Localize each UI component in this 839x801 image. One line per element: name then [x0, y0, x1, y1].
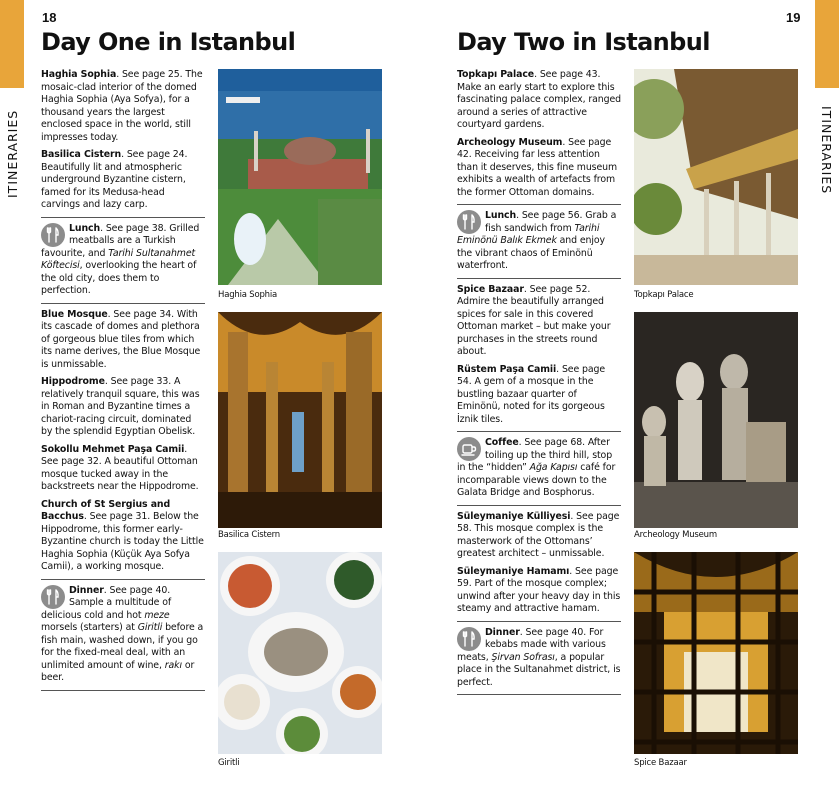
divider	[457, 621, 621, 622]
fork-knife-icon	[457, 210, 481, 234]
entry-coffee: Coffee. See page 68. After toiling up the third hill, stop in the “hidden” Ağa Kapısı café for incomparable views down to the Galata Bridge and Bosphorus.	[457, 437, 616, 498]
divider	[457, 505, 621, 506]
divider	[457, 431, 621, 432]
entry-dinner: Dinner. See page 40. Sample a multitude of delicious cold and hot meze morsels (starters) at Giritli before a fish main, washed down, if you go for the fixed-meal deal, with an unlimited amount of wine, rakı or beer.	[41, 584, 204, 683]
entry-topkapi-palace: Topkapı Palace. See page 43. Make an early start to explore this fascinating palace complex, ranged around a series of attractive courtyard gardens.	[457, 69, 621, 130]
caption-haghia-sophia: Haghia Sophia	[218, 290, 278, 300]
fork-knife-icon	[457, 627, 481, 651]
entry-spice-bazaar: Spice Bazaar. See page 52. Admire the beautifully arranged spices for sale in this covered Ottoman market – but make your purchases in the streets round about.	[457, 283, 611, 357]
entry-lunch: Lunch. See page 38. Grilled meatballs are a Turkish favourite, and Tarihi Sultanahmet Köftecisi, overlooking the heart of the old city, does them to perfection.	[41, 222, 200, 296]
divider	[41, 217, 205, 218]
entry-blue-mosque: Blue Mosque. See page 34. With its cascade of domes and plethora of gorgeous blue tiles from which its name derives, the Blue Mosque is unmissable.	[41, 308, 201, 370]
right-accent-tab	[815, 0, 839, 88]
entry-lunch: Lunch. See page 56. Grab a fish sandwich from Tarihi Eminönü Balık Ekmek and enjoy the vibrant chaos of Eminönü waterfront.	[457, 210, 617, 271]
right-text-column	[457, 69, 621, 700]
caption-spice-bazaar: Spice Bazaar	[634, 758, 687, 768]
divider	[457, 278, 621, 279]
right-page-number: 19	[786, 10, 801, 25]
left-text-column	[41, 69, 205, 696]
left-page-number: 18	[42, 10, 57, 25]
left-accent-tab	[0, 0, 24, 88]
divider	[41, 690, 205, 691]
divider	[41, 303, 205, 304]
photo-topkapi-palace	[634, 69, 798, 285]
fork-knife-icon	[41, 585, 65, 609]
divider	[457, 694, 621, 695]
entry-suleymaniye-kulliyesi: Süleymaniye Külliyesi. See page 58. This mosque complex is the masterwork of the Ottomans’ greatest architect – unmissable.	[457, 510, 620, 559]
entry-dinner: Dinner. See page 40. For kebabs made with various meats, Şirvan Sofrası, a popular place in the Sultanahmet district, is perfect.	[457, 626, 621, 688]
entry-rustem-pasa-camii: Rüstem Paşa Camii. See page 54. A gem of a mosque in the bustling bazaar quarter of Eminönü, noted for its gorgeous İznik tiles.	[457, 363, 606, 425]
photo-spice-bazaar	[634, 552, 798, 754]
right-section-label: ITINERARIES	[819, 106, 834, 195]
caption-giritli: Giritli	[218, 758, 240, 768]
entry-st-sergius-bacchus: Church of St Sergius and Bacchus. See page 31. Below the Hippodrome, this former early-Byzantine church is today the Little Haghia Sophia (Küçük Aya Sofya Camii), a working mosque.	[41, 498, 204, 572]
coffee-cup-icon	[457, 437, 481, 461]
photo-giritli	[218, 552, 382, 754]
right-page-title: Day Two in Istanbul	[457, 28, 710, 56]
entry-suleymaniye-hamami: Süleymaniye Hamamı. See page 59. Part of the mosque complex; unwind after your heavy day in this steamy and attractive hamam.	[457, 565, 621, 614]
entry-sokollu-mehmet-pasa-camii: Sokollu Mehmet Paşa Camii. See page 32. A beautiful Ottoman mosque tucked away in the backstreets near the Hippodrome.	[41, 443, 199, 492]
entry-haghia-sophia: Haghia Sophia. See page 25. The mosaic-clad interior of the domed Haghia Sophia (Aya Sofya), for a thousand years the largest enclosed space in the world, still impresses today.	[41, 69, 203, 143]
photo-haghia-sophia	[218, 69, 382, 285]
left-page-title: Day One in Istanbul	[41, 28, 296, 56]
caption-topkapi-palace: Topkapı Palace	[634, 290, 694, 300]
divider	[457, 204, 621, 205]
divider	[41, 579, 205, 580]
photo-basilica-cistern	[218, 312, 382, 528]
entry-hippodrome: Hippodrome. See page 33. A relatively tranquil square, this was in Roman and Byzantine times a chariot-racing circuit, dominated by the splendid Egyptian Obelisk.	[41, 376, 200, 437]
caption-basilica-cistern: Basilica Cistern	[218, 530, 280, 540]
entry-basilica-cistern: Basilica Cistern. See page 24. Beautifully lit and atmospheric underground Byzantine cistern, famed for its Medusa-head carvings and lazy carp.	[41, 149, 188, 210]
entry-archeology-museum: Archeology Museum. See page 42. Receiving far less attention than it deserves, this fine museum exhibits a wealth of artefacts from the former Ottoman domains.	[457, 136, 618, 198]
photo-archeology-museum	[634, 312, 798, 528]
left-section-label: ITINERARIES	[5, 109, 20, 198]
caption-archeology-museum: Archeology Museum	[634, 530, 717, 540]
fork-knife-icon	[41, 223, 65, 247]
